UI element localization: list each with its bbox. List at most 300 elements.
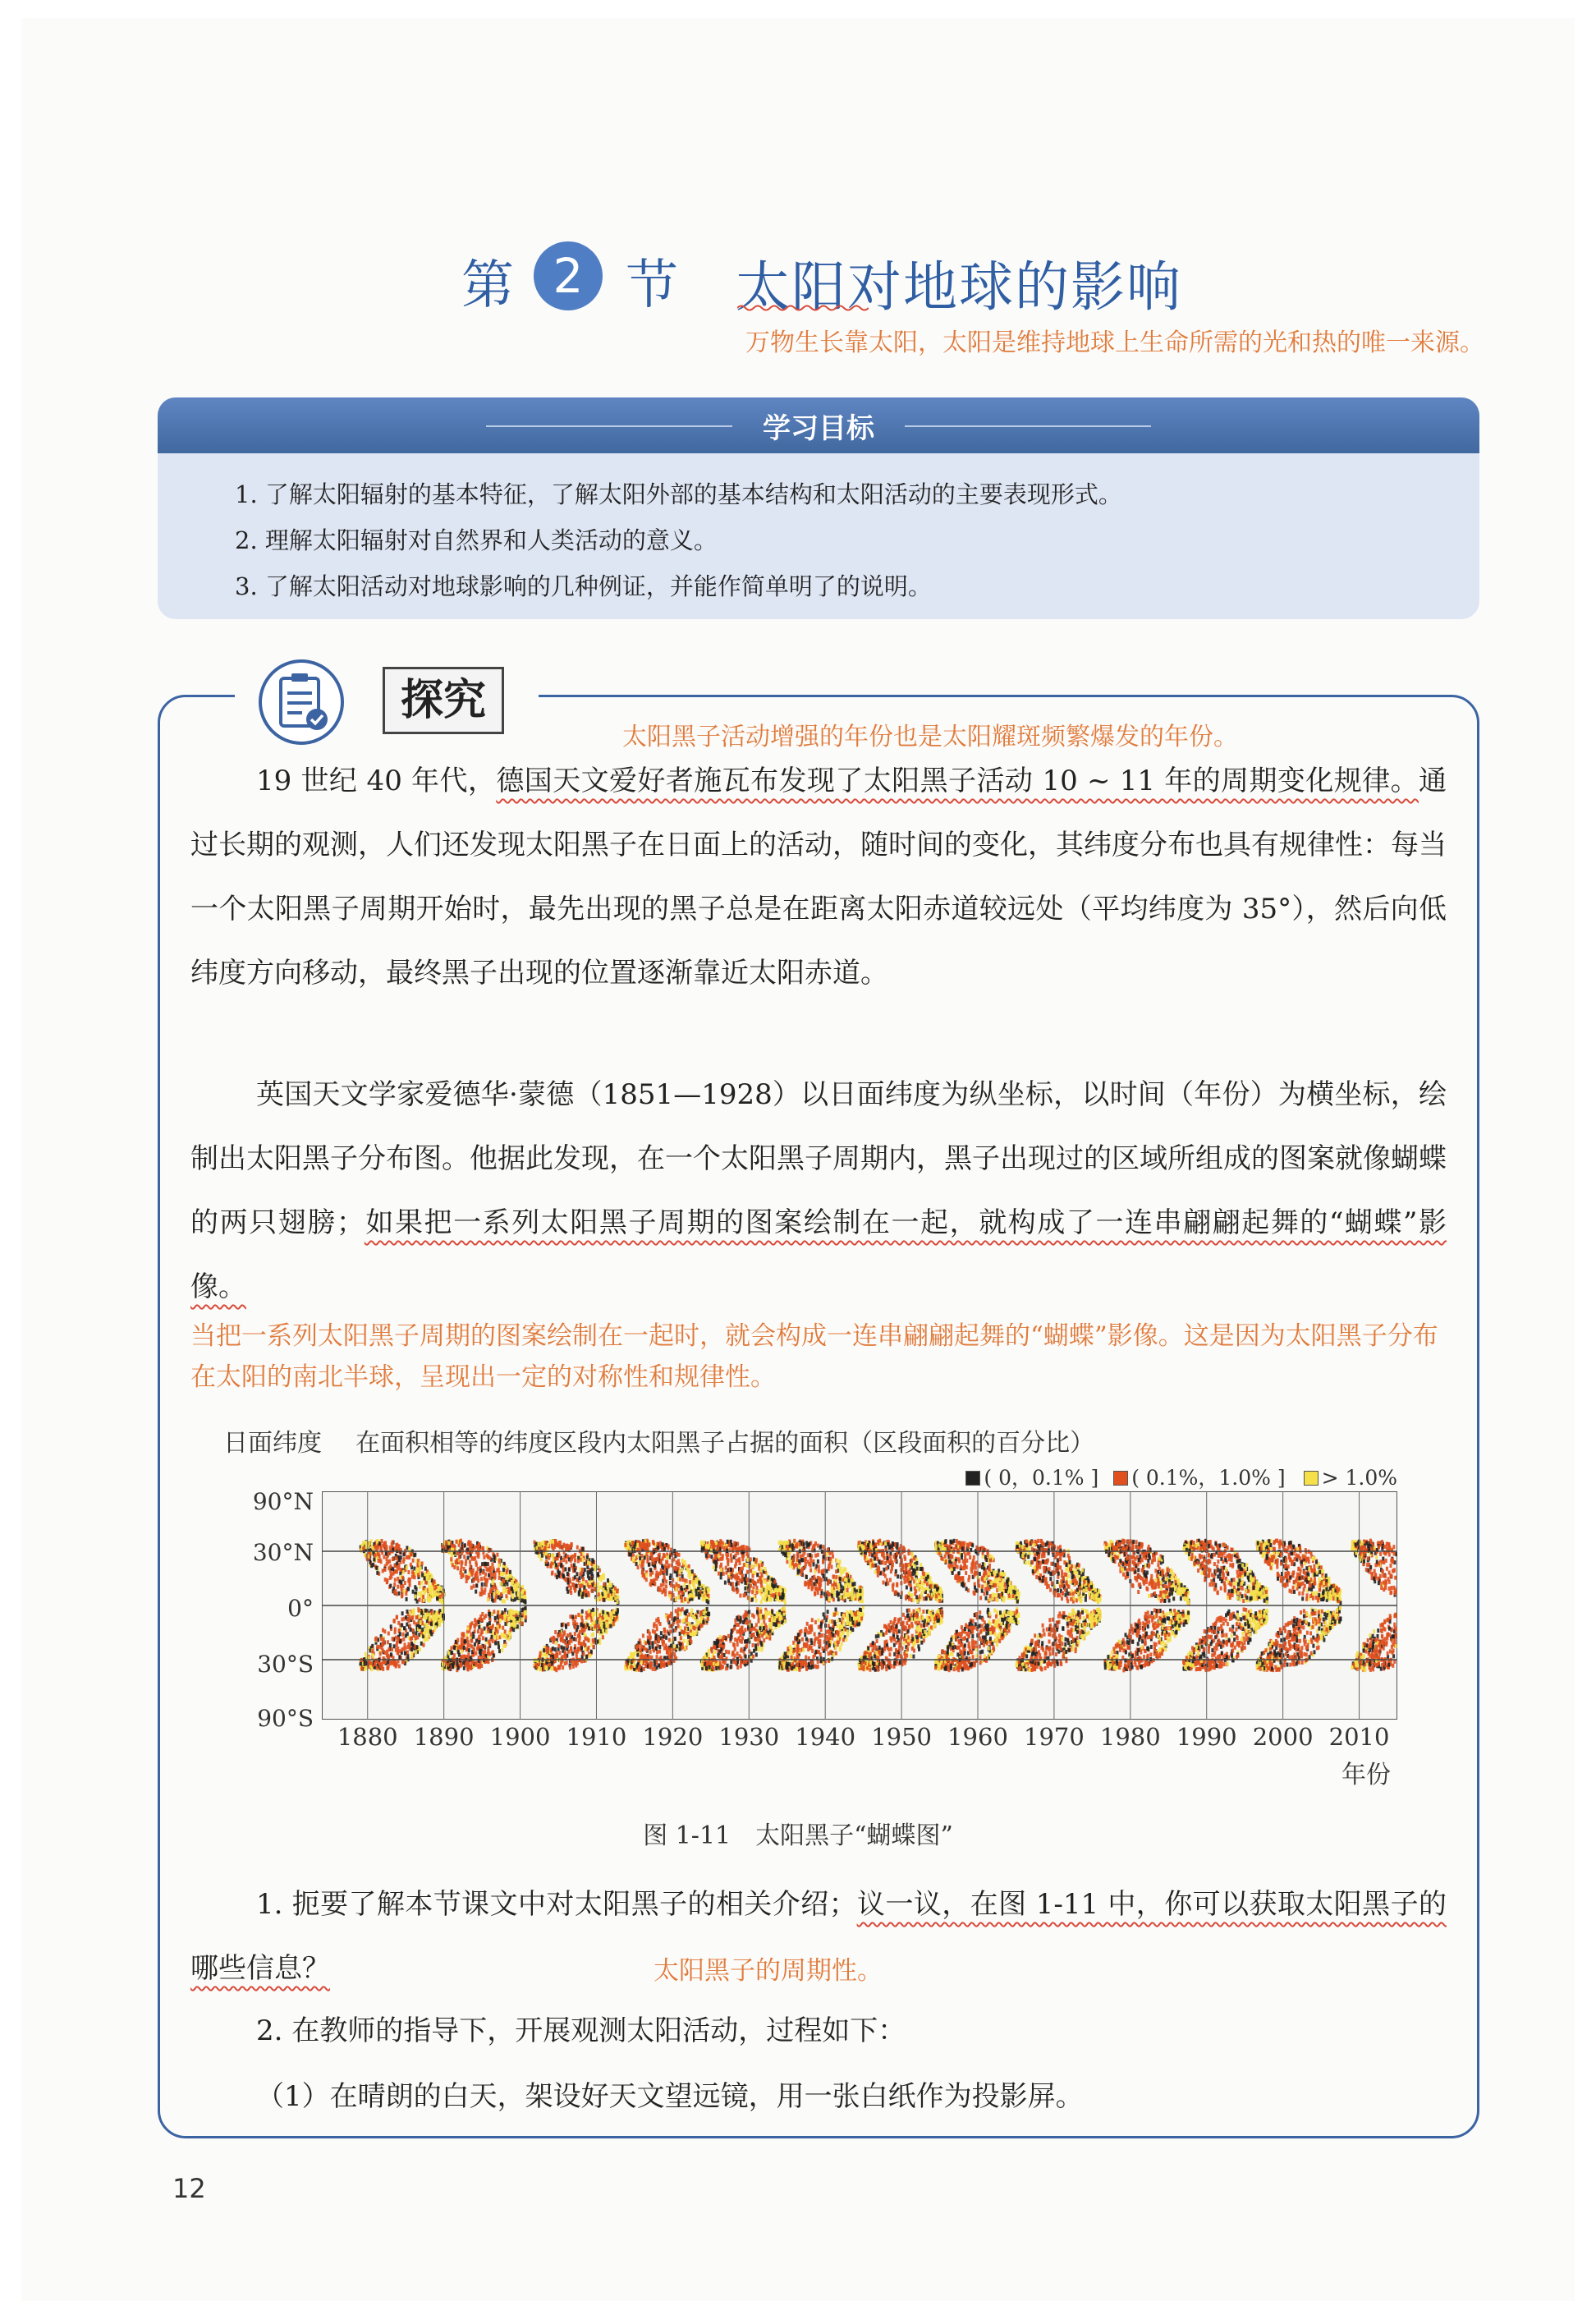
sunspot-mark [665, 1559, 667, 1564]
sunspot-mark [466, 1637, 469, 1641]
sunspot-mark [516, 1582, 518, 1587]
sunspot-mark [384, 1568, 387, 1572]
sunspot-mark [692, 1582, 695, 1587]
sunspot-mark [762, 1596, 764, 1601]
sunspot-mark [397, 1647, 399, 1651]
sunspot-mark [463, 1646, 466, 1650]
sunspot-mark [601, 1616, 603, 1620]
sunspot-mark [602, 1610, 604, 1615]
sunspot-mark [484, 1578, 487, 1582]
sunspot-mark [710, 1540, 713, 1544]
sunspot-mark [502, 1586, 505, 1590]
sunspot-mark [686, 1585, 688, 1589]
sunspot-mark [624, 1543, 626, 1547]
sunspot-mark [360, 1661, 362, 1665]
sunspot-mark [577, 1613, 580, 1617]
sunspot-mark [705, 1544, 708, 1548]
sunspot-mark [415, 1636, 417, 1640]
sunspot-mark [507, 1576, 510, 1580]
sunspot-mark [414, 1585, 416, 1589]
sunspot-mark [402, 1660, 405, 1664]
sunspot-mark [735, 1582, 737, 1587]
sunspot-mark [653, 1648, 655, 1652]
sunspot-mark [730, 1633, 732, 1637]
sunspot-mark [514, 1623, 516, 1627]
sunspot-mark [586, 1555, 589, 1559]
sunspot-mark [821, 1591, 823, 1595]
sunspot-mark [470, 1623, 472, 1627]
sunspot-mark [779, 1617, 782, 1621]
sunspot-mark [657, 1636, 659, 1640]
sunspot-mark [570, 1646, 572, 1650]
sunspot-mark [362, 1546, 365, 1550]
sunspot-mark [379, 1665, 382, 1669]
sunspot-mark [581, 1619, 584, 1623]
sunspot-mark [642, 1546, 644, 1550]
sunspot-mark [677, 1607, 680, 1611]
sunspot-mark [732, 1652, 734, 1656]
sunspot-mark [400, 1568, 402, 1572]
sunspot-mark [521, 1590, 524, 1594]
sunspot-mark [478, 1640, 480, 1644]
sunspot-mark [592, 1612, 594, 1616]
sunspot-mark [497, 1595, 499, 1599]
sunspot-mark [600, 1575, 603, 1579]
sunspot-mark [644, 1555, 646, 1559]
sunspot-mark [727, 1559, 729, 1564]
sunspot-mark [631, 1541, 634, 1545]
sunspot-mark [727, 1634, 730, 1638]
sunspot-mark [390, 1572, 392, 1576]
sunspot-mark [640, 1660, 643, 1664]
sunspot-mark [640, 1655, 642, 1659]
sunspot-mark [386, 1578, 388, 1582]
sunspot-mark [545, 1648, 548, 1652]
sunspot-mark [678, 1591, 681, 1595]
sunspot-mark [765, 1615, 768, 1619]
sunspot-mark [497, 1641, 499, 1645]
sunspot-mark [645, 1573, 648, 1577]
sunspot-mark [389, 1661, 392, 1665]
sunspot-mark [700, 1616, 703, 1620]
title-suffix: 节 [626, 255, 678, 316]
sunspot-mark [470, 1556, 473, 1560]
sunspot-mark [571, 1639, 573, 1643]
sunspot-mark [393, 1644, 396, 1648]
sunspot-mark [397, 1565, 399, 1569]
sunspot-mark [466, 1633, 468, 1637]
sunspot-mark [842, 1614, 845, 1618]
sunspot-mark [505, 1635, 507, 1639]
sunspot-mark [484, 1573, 487, 1577]
sunspot-mark [760, 1600, 763, 1604]
sunspot-mark [433, 1579, 435, 1583]
sunspot-mark [831, 1619, 833, 1624]
sunspot-mark [617, 1596, 619, 1600]
sunspot-mark [470, 1633, 472, 1637]
sunspot-mark [758, 1619, 760, 1624]
sunspot-mark [817, 1544, 819, 1548]
sunspot-mark [588, 1576, 590, 1580]
sunspot-mark [494, 1598, 497, 1602]
sunspot-mark [547, 1542, 549, 1546]
sunspot-mark [404, 1647, 406, 1651]
sunspot-mark [401, 1624, 403, 1628]
sunspot-mark [602, 1635, 604, 1639]
sunspot-mark [494, 1641, 497, 1645]
sunspot-mark [722, 1572, 725, 1576]
sunspot-mark [731, 1543, 733, 1547]
sunspot-mark [759, 1626, 762, 1630]
sunspot-mark [688, 1622, 690, 1626]
sunspot-mark [722, 1554, 724, 1558]
sunspot-mark [711, 1649, 713, 1653]
sunspot-mark [827, 1637, 829, 1641]
sunspot-mark [493, 1635, 496, 1639]
sunspot-mark [563, 1647, 566, 1651]
sunspot-mark [487, 1623, 489, 1627]
sunspot-mark [470, 1644, 472, 1648]
sunspot-mark [452, 1665, 454, 1669]
sunspot-mark [539, 1656, 541, 1660]
legend-swatch [965, 1471, 980, 1486]
sunspot-mark [430, 1625, 433, 1629]
sunspot-mark [590, 1588, 593, 1592]
sunspot-mark [405, 1592, 407, 1596]
sunspot-mark [557, 1634, 559, 1638]
sunspot-mark [511, 1611, 514, 1615]
sunspot-mark [403, 1626, 406, 1630]
sunspot-mark [578, 1592, 580, 1596]
sunspot-mark [708, 1612, 710, 1616]
sunspot-mark [461, 1633, 463, 1637]
sunspot-mark [705, 1666, 708, 1670]
sunspot-mark [639, 1556, 641, 1560]
sunspot-mark [673, 1566, 676, 1570]
sunspot-mark [662, 1566, 664, 1570]
sunspot-mark [783, 1607, 786, 1611]
sunspot-mark [569, 1665, 571, 1670]
sunspot-mark [378, 1554, 381, 1558]
sunspot-mark [389, 1584, 392, 1588]
sunspot-mark [415, 1595, 417, 1599]
sunspot-mark [398, 1656, 401, 1660]
sunspot-mark [752, 1574, 754, 1578]
sunspot-mark [764, 1587, 767, 1592]
sunspot-mark [574, 1559, 576, 1563]
sunspot-mark [735, 1554, 737, 1558]
sunspot-mark [663, 1664, 665, 1668]
sunspot-mark [841, 1642, 843, 1646]
sunspot-mark [479, 1665, 481, 1669]
sunspot-mark [420, 1611, 423, 1615]
sunspot-mark [423, 1643, 425, 1647]
sunspot-mark [835, 1569, 837, 1573]
sunspot-mark [423, 1587, 425, 1591]
sunspot-mark [704, 1595, 707, 1599]
sunspot-mark [585, 1655, 588, 1659]
sunspot-mark [482, 1570, 484, 1574]
sunspot-mark [753, 1649, 755, 1653]
sunspot-mark [663, 1647, 666, 1651]
sunspot-mark [667, 1616, 669, 1620]
sunspot-mark [681, 1599, 683, 1603]
sunspot-mark [386, 1562, 388, 1566]
sunspot-mark [663, 1547, 666, 1551]
sunspot-mark [653, 1580, 655, 1584]
sunspot-mark [750, 1557, 752, 1561]
sunspot-mark [426, 1577, 429, 1581]
sunspot-mark [632, 1654, 635, 1658]
sunspot-mark [674, 1628, 676, 1633]
sunspot-mark [465, 1559, 467, 1563]
sunspot-mark [807, 1580, 809, 1584]
sunspot-mark [720, 1575, 722, 1579]
sunspot-mark [682, 1619, 685, 1624]
sunspot-mark [784, 1619, 787, 1624]
sunspot-mark [478, 1620, 480, 1624]
sunspot-mark [681, 1645, 684, 1649]
legend-label: > 1.0% [1321, 1466, 1397, 1490]
sunspot-mark [516, 1617, 519, 1621]
sunspot-mark [456, 1638, 459, 1642]
sunspot-mark [650, 1661, 653, 1665]
sunspot-mark [511, 1595, 514, 1599]
sunspot-mark [741, 1626, 744, 1630]
sunspot-mark [756, 1610, 759, 1615]
sunspot-mark [617, 1600, 619, 1604]
sunspot-mark [467, 1626, 470, 1630]
y-tick-label: 30°N [252, 1539, 314, 1566]
sunspot-mark [421, 1628, 424, 1632]
inquiry-label: 探究 [383, 667, 504, 734]
sunspot-mark [721, 1655, 723, 1659]
sunspot-mark [669, 1576, 672, 1580]
sunspot-mark [399, 1571, 401, 1575]
sunspot-mark [481, 1582, 484, 1587]
sunspot-mark [466, 1576, 468, 1580]
figure-header [223, 1422, 1094, 1458]
sunspot-mark [579, 1573, 581, 1577]
sunspot-mark [475, 1590, 477, 1594]
sunspot-mark [575, 1584, 577, 1588]
sunspot-mark [736, 1616, 738, 1620]
sunspot-mark [375, 1637, 378, 1641]
sunspot-mark [610, 1590, 612, 1594]
sunspot-mark [718, 1542, 720, 1546]
sunspot-mark [424, 1576, 426, 1580]
objectives-heading: 学习目标 [763, 412, 874, 445]
sunspot-mark [476, 1647, 479, 1651]
sunspot-mark [773, 1593, 775, 1597]
sunspot-mark [417, 1592, 420, 1596]
sunspot-mark [750, 1628, 753, 1632]
sunspot-mark [750, 1578, 752, 1582]
sunspot-mark [704, 1655, 706, 1659]
sunspot-mark [483, 1555, 485, 1559]
sunspot-mark [411, 1616, 414, 1620]
sunspot-mark [406, 1597, 408, 1601]
sunspot-mark [605, 1629, 608, 1633]
sunspot-mark [554, 1630, 557, 1634]
sunspot-mark [591, 1576, 594, 1580]
sunspot-mark [365, 1666, 368, 1670]
sunspot-mark [401, 1617, 403, 1621]
sunspot-mark [397, 1592, 400, 1596]
sunspot-mark [589, 1613, 591, 1617]
sunspot-mark [460, 1539, 462, 1543]
sunspot-mark [663, 1628, 666, 1632]
sunspot-mark [470, 1569, 472, 1573]
sunspot-mark [475, 1563, 478, 1567]
sunspot-mark [802, 1648, 805, 1652]
underlined-text: 如果把一系列太阳黑子周期的图案绘制在一起，就构成了一连串翩翩起舞的“蝴蝶”影像。 [190, 1206, 1447, 1303]
sunspot-mark [415, 1615, 418, 1619]
sunspot-mark [647, 1636, 649, 1640]
sunspot-mark [429, 1596, 431, 1600]
sunspot-mark [554, 1539, 557, 1543]
sunspot-mark [496, 1553, 498, 1557]
sunspot-mark [640, 1645, 643, 1649]
sunspot-mark [634, 1545, 636, 1549]
sunspot-mark [670, 1583, 672, 1587]
sunspot-mark [760, 1616, 763, 1620]
sunspot-mark [466, 1647, 468, 1651]
underlined-text: 德国天文爱好者施瓦布发现了太阳黑子活动 10 ~ 11 年的周期变化规律。 [496, 765, 1419, 797]
sunspot-mark [741, 1573, 744, 1578]
sunspot-mark [801, 1567, 804, 1571]
sunspot-mark [419, 1562, 421, 1566]
sunspot-mark [830, 1565, 832, 1569]
sunspot-mark [502, 1579, 505, 1583]
sunspot-mark [692, 1589, 695, 1593]
sunspot-mark [806, 1622, 809, 1626]
sunspot-mark [507, 1590, 510, 1594]
sunspot-mark [512, 1577, 515, 1581]
sunspot-mark [484, 1650, 486, 1654]
sunspot-mark [715, 1666, 718, 1670]
sunspot-mark [470, 1545, 472, 1549]
clipboard-check-icon [256, 657, 346, 747]
sunspot-mark [475, 1573, 477, 1577]
sunspot-mark [377, 1660, 379, 1664]
sunspot-mark [835, 1651, 837, 1656]
sunspot-mark [364, 1662, 366, 1666]
sunspot-mark [664, 1564, 667, 1569]
sunspot-mark [586, 1614, 589, 1618]
sunspot-mark [562, 1639, 565, 1643]
sunspot-mark [603, 1624, 605, 1628]
annotation-note: 太阳黑子活动增强的年份也是太阳耀斑频繁爆发的年份。 [622, 723, 1238, 751]
sunspot-mark [738, 1629, 741, 1633]
sunspot-mark [402, 1637, 405, 1642]
sunspot-mark [478, 1551, 480, 1555]
sunspot-mark [458, 1555, 461, 1559]
sunspot-mark [462, 1655, 465, 1659]
sunspot-mark [809, 1569, 812, 1573]
sunspot-mark [427, 1572, 429, 1576]
sunspot-mark [768, 1597, 770, 1601]
y-tick-label: 90°N [252, 1488, 314, 1515]
sunspot-mark [501, 1648, 503, 1652]
sunspot-mark [434, 1625, 437, 1629]
sunspot-mark [768, 1576, 770, 1580]
sunspot-mark [426, 1637, 429, 1641]
sunspot-mark [652, 1667, 654, 1671]
sunspot-mark [552, 1647, 554, 1651]
sunspot-mark [473, 1584, 475, 1588]
sunspot-mark [730, 1553, 732, 1557]
sunspot-mark [717, 1640, 719, 1644]
sunspot-mark [463, 1567, 466, 1571]
sunspot-mark [666, 1647, 668, 1651]
sunspot-mark [543, 1648, 545, 1652]
sunspot-mark [499, 1582, 502, 1586]
sunspot-mark [579, 1584, 581, 1588]
sunspot-mark [411, 1628, 414, 1633]
sunspot-mark [575, 1615, 577, 1619]
sunspot-mark [764, 1567, 766, 1571]
sunspot-mark [743, 1563, 745, 1567]
sunspot-mark [436, 1592, 438, 1596]
sunspot-mark [410, 1647, 413, 1651]
sunspot-mark [745, 1655, 747, 1659]
sunspot-mark [701, 1663, 704, 1667]
sunspot-mark [557, 1572, 560, 1576]
sunspot-mark [523, 1599, 525, 1603]
sunspot-mark [427, 1581, 429, 1585]
sunspot-mark [756, 1573, 759, 1577]
sunspot-mark [581, 1568, 584, 1572]
sunspot-mark [736, 1629, 739, 1633]
sunspot-mark [392, 1557, 394, 1561]
sunspot-mark [480, 1587, 483, 1591]
sunspot-mark [684, 1626, 686, 1630]
sunspot-mark [761, 1563, 764, 1567]
sunspot-mark [582, 1577, 585, 1581]
sunspot-mark [643, 1647, 645, 1651]
sunspot-mark [649, 1568, 652, 1572]
sunspot-mark [658, 1586, 660, 1590]
sunspot-mark [695, 1589, 697, 1593]
sunspot-mark [412, 1590, 415, 1594]
sunspot-mark [813, 1563, 815, 1567]
sunspot-mark [687, 1635, 690, 1639]
sunspot-mark [554, 1667, 557, 1671]
sunspot-mark [572, 1621, 575, 1625]
sunspot-mark [764, 1595, 767, 1599]
sunspot-mark [650, 1555, 653, 1559]
sunspot-mark [491, 1597, 493, 1601]
sunspot-mark [407, 1570, 410, 1574]
sunspot-mark [714, 1555, 717, 1559]
sunspot-mark [610, 1611, 612, 1615]
sunspot-mark [571, 1615, 574, 1619]
sunspot-mark [479, 1569, 482, 1573]
sunspot-mark [706, 1599, 709, 1603]
sunspot-mark [434, 1613, 437, 1617]
sunspot-mark [521, 1622, 524, 1626]
sunspot-mark [447, 1541, 450, 1546]
sunspot-mark [475, 1663, 477, 1667]
sunspot-mark [370, 1667, 373, 1671]
sunspot-mark [492, 1639, 494, 1643]
sunspot-mark [398, 1544, 401, 1548]
sunspot-mark [565, 1559, 567, 1564]
sunspot-mark [768, 1618, 771, 1622]
sunspot-mark [669, 1652, 672, 1656]
sunspot-mark [585, 1647, 587, 1651]
